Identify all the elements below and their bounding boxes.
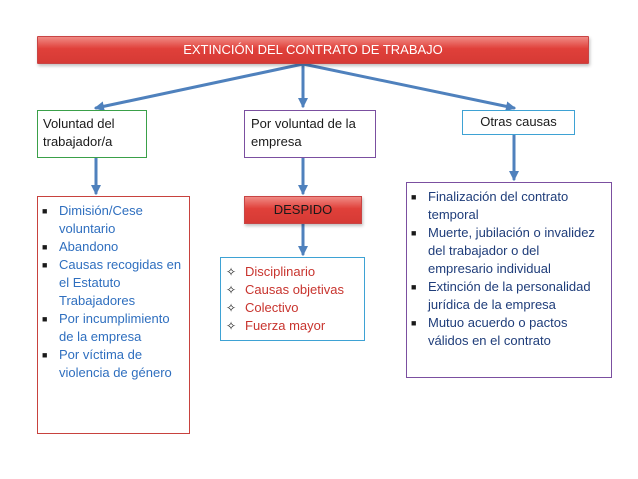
despido-types-list	[220, 257, 365, 341]
square-bullet-icon: ■	[411, 282, 417, 292]
list-item: ✧ Causas objetivas	[226, 282, 344, 297]
square-bullet-icon: ■	[42, 242, 48, 252]
voluntad-causes-list	[37, 196, 190, 434]
four-point-star-icon: ✧	[226, 301, 237, 315]
branch-voluntad-empresa: Por voluntad de la empresa	[244, 110, 376, 158]
square-bullet-icon: ■	[411, 192, 417, 202]
list-item: ■ Extinción de la personalidad jurídica de la empresa	[411, 279, 591, 312]
list-item: ■ Finalización del contrato temporal	[411, 189, 569, 222]
list-item: ■ Por incumplimiento de la empresa	[42, 311, 170, 344]
list-item: ■ Abandono	[42, 239, 119, 254]
list-item: ■ Mutuo acuerdo o pactos válidos en el contrato	[411, 315, 568, 348]
list-item: ■ Dimisión/Cese voluntario	[42, 203, 143, 236]
four-point-star-icon: ✧	[226, 283, 237, 297]
despido-box: DESPIDO	[244, 196, 362, 224]
square-bullet-icon: ■	[411, 318, 417, 328]
square-bullet-icon: ■	[42, 350, 48, 360]
diagram-title: EXTINCIÓN DEL CONTRATO DE TRABAJO	[37, 36, 589, 64]
branch-otras-causas: Otras causas	[462, 110, 575, 135]
list-item: ■ Causas recogidas en el Estatuto Trabajadores	[42, 257, 182, 308]
connector-title-otras	[303, 64, 514, 108]
list-item: ✧ Fuerza mayor	[226, 318, 326, 333]
square-bullet-icon: ■	[42, 206, 48, 216]
square-bullet-icon: ■	[411, 228, 417, 238]
four-point-star-icon: ✧	[226, 265, 237, 279]
four-point-star-icon: ✧	[226, 319, 237, 333]
list-item: ■ Por víctima de violencia de género	[42, 347, 172, 380]
connector-title-voluntad	[96, 64, 303, 108]
branch-voluntad-trabajador: Voluntad del trabajador/a	[37, 110, 147, 158]
list-item: ■ Muerte, jubilación o invalidez del trabajador o del empresario individual	[411, 225, 595, 276]
otras-causas-list	[406, 182, 612, 378]
list-item: ✧ Disciplinario	[226, 264, 316, 279]
list-item: ✧ Colectivo	[226, 300, 299, 315]
square-bullet-icon: ■	[42, 260, 48, 270]
square-bullet-icon: ■	[42, 314, 48, 324]
